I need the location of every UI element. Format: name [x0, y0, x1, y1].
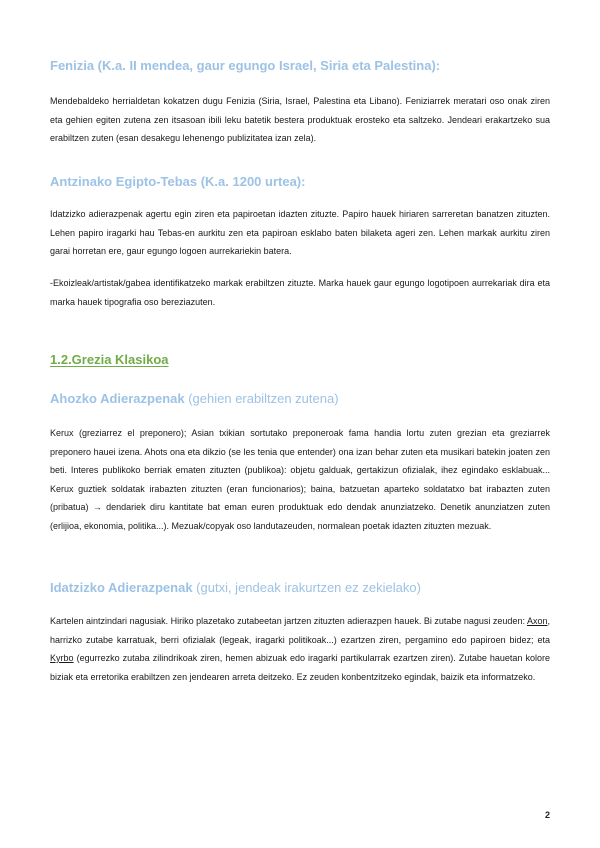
heading-ahozko — [50, 391, 339, 406]
axon-term: Axon — [526, 616, 548, 626]
heading-idatzizko — [50, 580, 421, 595]
page-number: 2 — [544, 810, 550, 820]
heading-ahozko-note: (gehien erabiltzen zutena) — [184, 391, 339, 406]
heading-ahozko-main: Ahozko Adierazpenak — [50, 391, 185, 406]
heading-fenizia: Fenizia (K.a. II mendea, gaur egungo Israel, Siria eta Palestina): — [50, 58, 441, 73]
paragraph-fenizia: Mendebaldeko herrialdetan kokatzen dugu Fenizia (Siria, Israel, Palestina eta Libano). Feniziarrek meratari oso onak ziren eta gehien egiten zutena zen itsasoan ibili leku batetik bestera produktuak erosteko eta saltzeko. Jendeari erakartzeko sua erabiltzen zuten (esan desakegu lehenengo publizitatea izan zela). — [50, 96, 550, 143]
kyrbo-term: Kyrbo — [50, 653, 74, 663]
paragraph-idatzizko — [50, 612, 550, 686]
idatzizko-text-b: , harrizko zutabe karratuak, berri ofizialak (legeak, iragarki politikoak...) ezartzen ziren, pergamino edo papiroen bidez; eta — [50, 616, 550, 645]
idatzizko-text-c: (egurrezko zutaba zilindrikoak ziren, hemen abizuak edo iragarki partikularrak ezartzen ziren). Zutabe hauetan kolore biziak eta erretorika erabiltzen zen jendearen arreta deitzeko. Ez zeuden konbentzitzeko egindak, baizik eta informatzeko. — [50, 653, 550, 682]
heading-idatzizko-note: (gutxi, jendeak irakurtzen ez zekielako) — [192, 580, 421, 595]
paragraph-ahozko: Kerux (greziarrez el preponero); Asian txikian sortutako preponeroak fama handia lortu zuten grezian eta greziarrek preponero hauei izena. Ahots ona eta dikzio (se les tenia que entender) ona izan behar zuten eta musikari batekin joaten zen beti. Interes publikoko berriak ematen zituzten (publikoa): objetu galduak, gertakizun ofizialak, ihez egindako esklabuak... Kerux guztiek soldatak irabazten zituzten (eran funcionarios); baina, batzuetan aparteko soldatatxo bat irabazten zuten (pribatua) → dendariek diru kantitate bat eman euren produktuak edo dendak anunziatzeko. Denetik anunziatzen zuten (erlijioa, ekonomia, politika...). Mezuak/copyak oso landutazeuden, normalean poetak idazten zituzten mezuak. — [50, 428, 550, 531]
heading-egipto: Antzinako Egipto-Tebas (K.a. 1200 urtea): — [50, 174, 306, 189]
paragraph-egipto-1: Idatzizko adierazpenak agertu egin ziren eta papiroetan idazten zituzte. Papiro hauek hiriaren sarreretan banatzen zituzten. Lehen papiro iragarki hau Tebas-en aurkitu zen eta papiroan esklabo baten bilaketa ageri zen. Lehen markak aurkitu ziren garai horretan ere, gaur egungo logoen aurrekariekin batera. — [50, 209, 550, 256]
heading-grezia: 1.2.Grezia Klasikoa — [50, 352, 169, 367]
paragraph-egipto-2: -Ekoizleak/artistak/gabea identifikatzeko markak erabiltzen zituzte. Marka hauek gaur egungo logotipoen aurrekariak dira eta marka hauek tipografia oso bereziazuten. — [50, 278, 550, 307]
idatzizko-text-a: Kartelen aintzindari nagusiak. Hiriko plazetako zutabeetan jartzen zituzten adierazpen hauek. Bi zutabe nagusi zeuden: — [50, 616, 527, 626]
heading-idatzizko-main: Idatzizko Adierazpenak — [50, 580, 193, 595]
